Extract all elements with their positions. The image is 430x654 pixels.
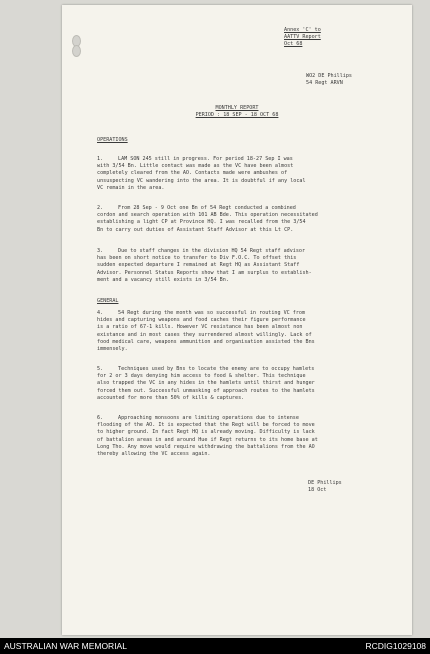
- paragraph-line: thereby allowing the VC access again.: [97, 451, 211, 458]
- paragraph-6: [97, 415, 392, 458]
- paragraph-line: VC remain in the area.: [97, 184, 165, 191]
- paragraph-number: 1.: [97, 156, 104, 162]
- paragraph-line: hides and capturing weapons and food caches their figure performance: [97, 317, 306, 324]
- paragraph-line: sudden expected departure I remained at Regt HQ as Assistant Staff: [97, 262, 300, 269]
- paragraph-line: for 2 or 3 days denying him access to food & shelter. This technique: [97, 373, 306, 380]
- paragraph-1: [97, 156, 392, 192]
- paragraph-line: existance and in most cases they surrendered almost willingly. Lack of: [97, 331, 312, 338]
- paragraph-line: Advisor. Personnel Status Reports show that I am surplus to establish-: [97, 269, 312, 276]
- paragraph-line: Long Tho. Any move would require withdrawing the battalions from the AO: [97, 443, 315, 450]
- footer-record-id: RCDIG1029108: [365, 641, 426, 651]
- paragraph-line: also trapped the VC in any hides in the hamlets until thirst and hunger: [97, 380, 315, 387]
- paragraph-line: LAM SON 245 still in progress. For period 18-27 Sep I was: [118, 156, 293, 162]
- paragraph-4: [97, 310, 392, 353]
- report-period-line: PERIOD : 18 SEP - 18 OCT 68: [195, 112, 279, 119]
- heading-general: GENERAL: [97, 298, 119, 304]
- paragraph-line: immensely.: [97, 346, 128, 353]
- paragraph-line: is a ratio of 67-1 kills. However VC resistance has been almost non: [97, 324, 303, 331]
- paragraph-line: From 28 Sep - 9 Oct one Bn of 54 Regt conducted a combined: [118, 205, 296, 211]
- paragraph-line: completely cleared from the AO. Contacts made were ambushes of: [97, 170, 288, 177]
- report-title: [62, 105, 412, 119]
- annex-line: AATTV Report: [284, 34, 321, 41]
- report-title-line: MONTHLY REPORT: [215, 105, 259, 111]
- paragraph-line: establishing a light CP at Province HQ. I was recalled from the 3/54: [97, 219, 306, 226]
- paragraph-line: food medical care, weapons ammunition and organisation assisted the Bns: [97, 338, 315, 345]
- paragraph-line: Approaching monsoons are limiting operations due to intense: [118, 415, 299, 421]
- author-block: [306, 73, 352, 87]
- paragraph-line: forced them out. Successful unmasking of approach routes to the hamlets: [97, 387, 315, 394]
- annex-reference: [284, 27, 344, 49]
- document-page: [62, 5, 412, 635]
- paragraph-line: has been on short notice to transfer to Div F.O.C. To offset this: [97, 255, 297, 262]
- annex-line: Oct 68: [284, 41, 303, 48]
- paragraph-line: Techniques used by Bns to locate the enemy are to occupy hamlets: [118, 366, 315, 372]
- paragraph-number: 3.: [97, 248, 104, 254]
- paragraph-number: 5.: [97, 366, 104, 372]
- paragraph-line: ment and a vacancy still exists in 3/54 Bn.: [97, 276, 229, 283]
- paragraph-line: accounted for more than 50% of kills & captures.: [97, 394, 245, 401]
- paragraph-number: 6.: [97, 415, 104, 421]
- annex-line: Annex 'C' to: [284, 27, 321, 33]
- paragraph-line: Bn to carry out duties of Assistant Staff Advisor at this Lt CP.: [97, 226, 294, 233]
- paragraph-line: to higher ground. In fact Regt HQ is already moving. Difficulty is lack: [97, 429, 315, 436]
- author-name: WO2 DE Phillips: [306, 73, 353, 79]
- signature-name: DE Phillips: [308, 480, 342, 486]
- paragraph-3: [97, 248, 392, 284]
- paragraph-line: 54 Regt during the month was so successful in routing VC from: [118, 310, 306, 316]
- heading-operations: OPERATIONS: [97, 137, 128, 143]
- footer-source: AUSTRALIAN WAR MEMORIAL: [4, 641, 127, 651]
- paragraph-number: 4.: [97, 310, 104, 316]
- punch-hole: [72, 45, 81, 57]
- paragraph-line: Due to staff changes in the division HQ 54 Regt staff advisor: [118, 248, 306, 254]
- paragraph-2: [97, 205, 392, 234]
- footer-bar: [0, 638, 430, 654]
- paragraph-line: cordon and search operation with 101 AB Bde. This operation necessitated: [97, 212, 318, 219]
- paragraph-5: [97, 366, 392, 402]
- paragraph-line: of battalion areas in and around Hue if Regt returns to its home base at: [97, 436, 318, 443]
- paragraph-line: with 3/54 Bn. Little contact was made as the VC have been almost: [97, 163, 294, 170]
- paragraph-line: unsuspecting VC wandering into the area. It is doubtful if any local: [97, 177, 306, 184]
- paragraph-line: flooding of the AO. It is expected that the Regt will be forced to move: [97, 422, 315, 429]
- signature-block: [308, 480, 342, 494]
- paragraph-number: 2.: [97, 205, 104, 211]
- signature-date: 18 Oct: [308, 487, 327, 494]
- author-unit: 54 Regt ARVN: [306, 80, 343, 87]
